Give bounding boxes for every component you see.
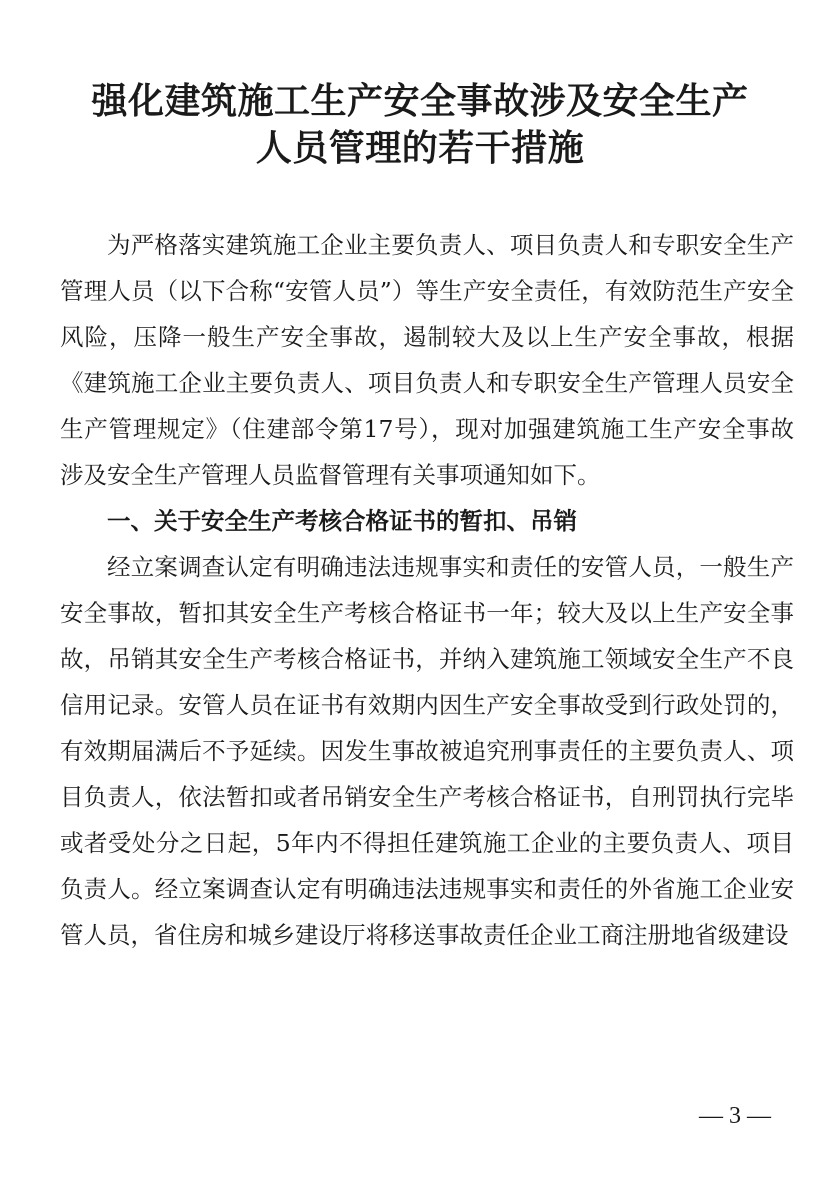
intro-paragraph: 为严格落实建筑施工企业主要负责人、项目负责人和专职安全生产管理人员（以下合称“安管人员”）等生产安全责任，有效防范生产安全风险，压降一般生产安全事故，遏制较大及以上生产安全事故，根据《建筑施工企业主要负责人、项目负责人和专职安全生产管理人员安全生产管理规定》（住建部令第17号），现对加强建筑施工生产安全事故涉及安全生产管理人员监督管理有关事项通知如下。 — [60, 231, 794, 489]
document-title-line2: 人员管理的若干措施 — [255, 127, 585, 169]
section-paragraph-1: 经立案调查认定有明确违法违规事实和责任的安管人员，一般生产安全事故，暂扣其安全生产考核合格证书一年；较大及以上生产安全事故，吊销其安全生产考核合格证书，并纳入建筑施工领域安全生产不良信用记录。安管人员在证书有效期内因生产安全事故受到行政处罚的，有效期届满后不予延续。因发生事故被追究刑事责任的主要负责人、项目负责人，依法暂扣或者吊销安全生产考核合格证书，自刑罚执行完毕或者受处分之日起，5年内不得担任建筑施工企业的主要负责人、项目负责人。经立案调查认定有明确违法违规事实和责任的外省施工企业安管人员，省住房和城乡建设厅将移送事故责任企业工商注册地省级建设 — [60, 553, 794, 949]
document-body — [60, 222, 794, 958]
document-title-line1: 强化建筑施工生产安全事故涉及安全生产 — [91, 80, 749, 122]
section-heading-1: 一、关于安全生产考核合格证书的暂扣、吊销 — [107, 507, 577, 535]
page-number: — 3 — — [699, 1103, 771, 1129]
